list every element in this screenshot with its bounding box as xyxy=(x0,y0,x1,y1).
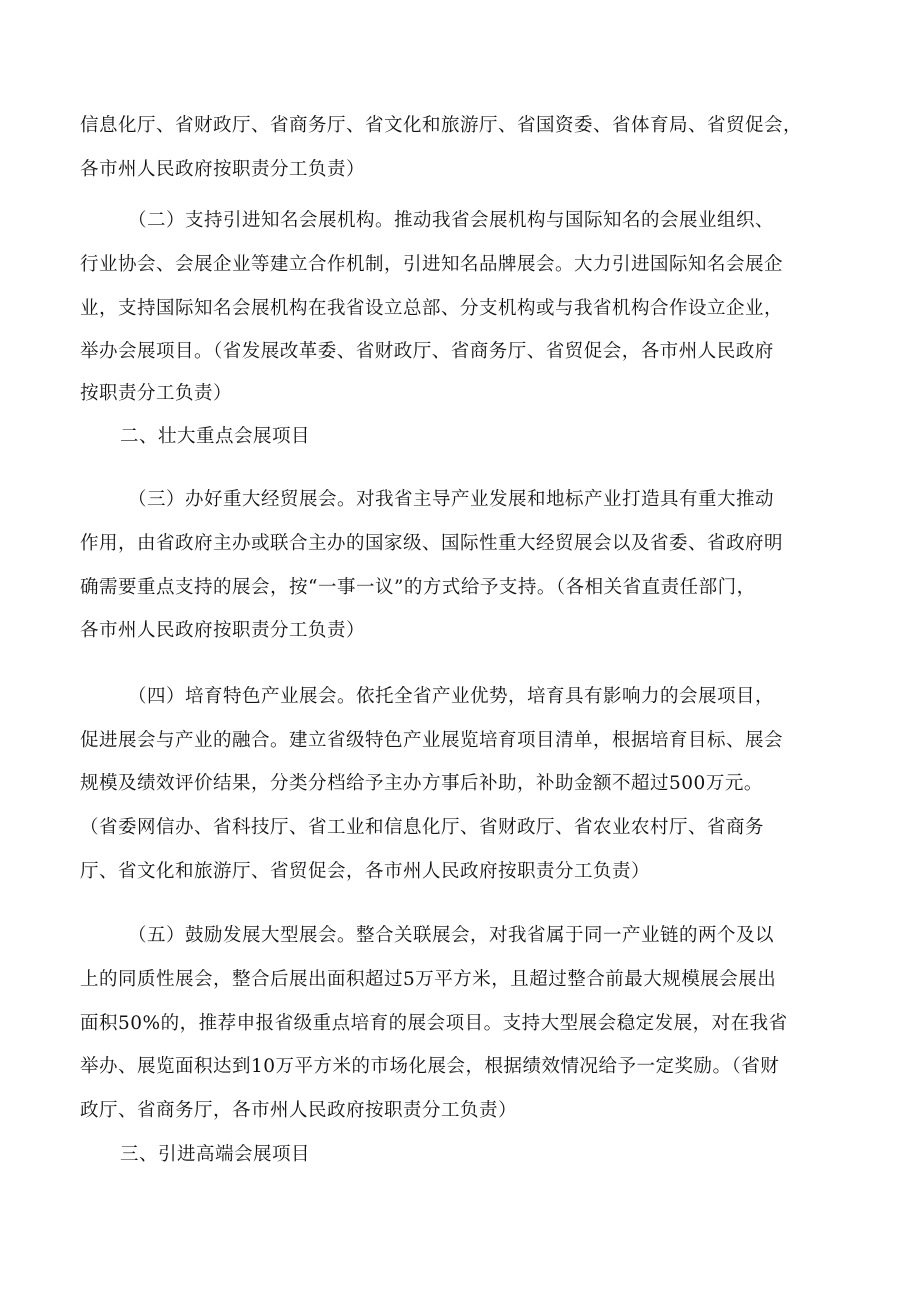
section-heading: 二、壮大重点会展项目 xyxy=(120,426,311,447)
text-line: 信息化厅、省财政厅、省商务厅、省文化和旅游厅、省国资委、省体育局、省贸促会， xyxy=(80,115,803,136)
text-line: 面积50%的，推荐申报省级重点培育的展会项目。支持大型展会稳定发展，对在我省 xyxy=(80,1013,788,1034)
section-heading: 三、引进高端会展项目 xyxy=(120,1144,311,1165)
text-line: 行业协会、会展企业等建立合作机制，引进知名品牌展会。大力引进国际知名会展企 xyxy=(80,254,784,275)
text-line: 各市州人民政府按职责分工负责） xyxy=(80,620,366,641)
paragraph-first-line: （三）办好重大经贸展会。对我省主导产业发展和地标产业打造具有重大推动 xyxy=(128,489,775,510)
text-line: 按职责分工负责） xyxy=(80,383,233,404)
text-line: 业，支持国际知名会展机构在我省设立总部、分支机构或与我省机构合作设立企业， xyxy=(80,298,784,319)
text-line: 举办会展项目。（省发展改革委、省财政厅、省商务厅、省贸促会，各市州人民政府 xyxy=(80,341,774,362)
text-line: 确需要重点支持的展会，按“一事一议”的方式给予支持。（各相关省直责任部门， xyxy=(80,577,756,598)
paragraph-first-line: （五）鼓励发展大型展会。整合关联展会，对我省属于同一产业链的两个及以 xyxy=(128,925,775,946)
text-line: 各市州人民政府按职责分工负责） xyxy=(80,159,366,180)
text-line: 厅、省文化和旅游厅、省贸促会，各市州人民政府按职责分工负责） xyxy=(80,861,651,882)
text-line: （省委网信办、省科技厅、省工业和信息化厅、省财政厅、省农业农村厅、省商务 xyxy=(80,817,765,838)
text-line: 作用，由省政府主办或联合主办的国家级、国际性重大经贸展会以及省委、省政府明 xyxy=(80,533,784,554)
text-line: 举办、展览面积达到10万平方米的市场化展会，根据绩效情况给予一定奖励。（省财 xyxy=(80,1056,780,1077)
text-line: 政厅、省商务厅，各市州人民政府按职责分工负责） xyxy=(80,1100,518,1121)
paragraph-first-line: （二）支持引进知名会展机构。推动我省会展机构与国际知名的会展业组织、 xyxy=(128,210,775,231)
paragraph-first-line: （四）培育特色产业展会。依托全省产业优势，培育具有影响力的会展项目， xyxy=(128,686,775,707)
text-line: 规模及绩效评价结果，分类分档给予主办方事后补助，补助金额不超过500万元。 xyxy=(80,773,763,794)
text-line: 促进展会与产业的融合。建立省级特色产业展览培育项目清单，根据培育目标、展会 xyxy=(80,730,784,751)
text-line: 上的同质性展会，整合后展出面积超过5万平方米，且超过整合前最大规模展会展出 xyxy=(80,969,777,990)
